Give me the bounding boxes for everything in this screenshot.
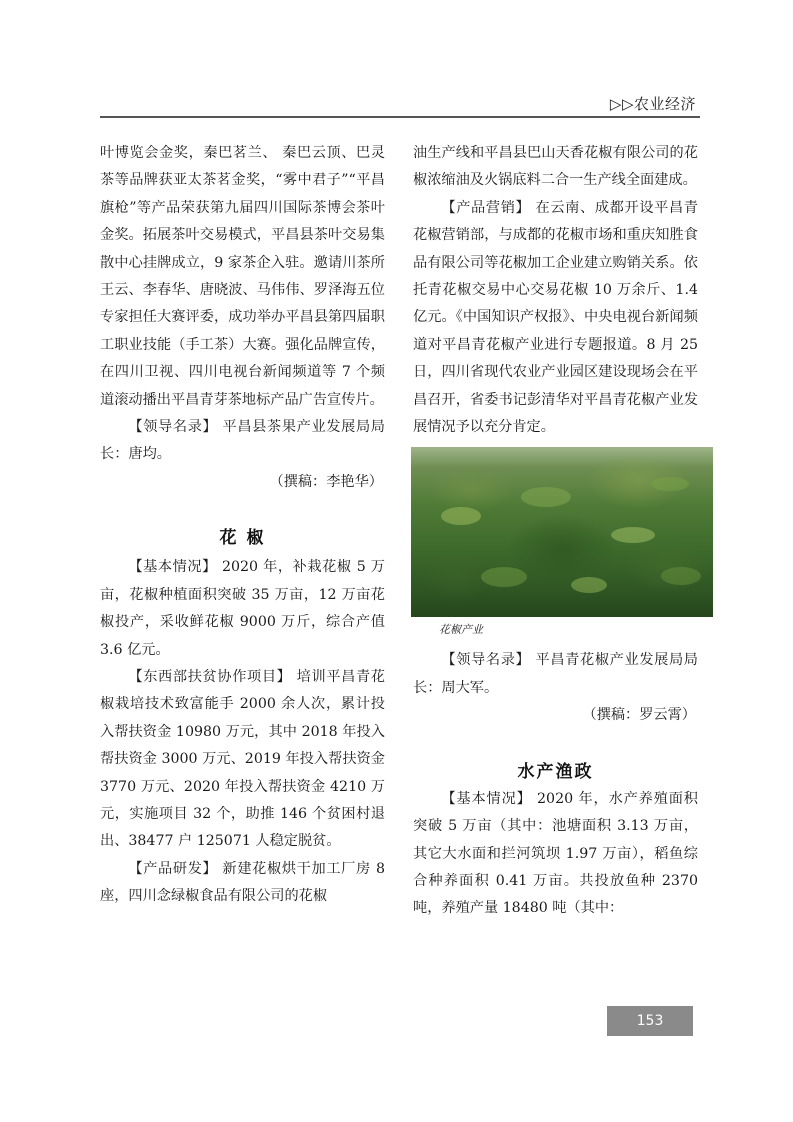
tea-author-credit: （撰稿：李艳华）	[269, 473, 383, 490]
pepper-basic-paragraph: 【基本情况】 2020 年，补栽花椒 5 万亩，花椒种植面积突破 35 万亩，12 万亩花椒投产，采收鲜花椒 9000 万斤，综合产值 3.6 亿元。	[100, 559, 390, 658]
pepper-rd-continued: 油生产线和平昌县巴山天香花椒有限公司的花椒浓缩油及火锅底料二合一生产线全面建成。	[413, 145, 698, 189]
section-header-label: ▷▷农业经济	[609, 95, 696, 113]
section-title-fishery: 水产渔政	[517, 761, 594, 782]
pepper-poverty-paragraph: 【东西部扶贫协作项目】 培训平昌青花椒栽培技术致富能手 2000 余人次，累计投入帮扶资金 10980 万元，其中 2018 年投入帮扶资金 3000 万元、2019 年投入帮扶资金 3770 万元、2020 年投入帮扶资金 4210 万元，实施项目 32 个，助推 146 个贫困村退出、38477 户 125071 人稳定脱贫。	[100, 668, 390, 850]
header-divider	[100, 116, 700, 118]
pepper-rd-paragraph: 【产品研发】 新建花椒烘干加工厂房 8 座，四川念绿椒食品有限公司的花椒	[100, 860, 390, 905]
photo-caption: 花椒产业	[439, 623, 483, 637]
fishery-basic-paragraph: 【基本情况】 2020 年，水产养殖面积突破 5 万亩（其中：池塘面积 3.13 万亩，其它大水面和拦河筑坝 1.97 万亩），稻鱼综合种养面积 0.41 万亩。共投放鱼种 2370 吨，养殖产量 18480 吨（其中：	[413, 790, 703, 917]
pepper-marketing-paragraph: 【产品营销】 在云南、成都开设平昌青花椒营销部，与成都的花椒市场和重庆知胜食品有限公司等花椒加工企业建立购销关系。依托青花椒交易中心交易花椒 10 万余斤、1.4 亿元。《中国知识产权报》、中央电视台新闻频道对平昌青花椒产业进行专题报道。8 月 25 日，四川省现代农业产业园区建设现场会在平昌召开，省委书记彭清华对平昌青花椒产业发展情况予以充分肯定。	[413, 199, 703, 436]
tea-leaders-paragraph: 【领导名录】 平昌县茶果产业发展局局长：唐均。	[100, 419, 385, 463]
left-column	[100, 140, 390, 911]
section-title-pepper: 花 椒	[219, 528, 266, 549]
pepper-field-photo	[411, 447, 713, 617]
pepper-author-credit: （撰稿：罗云霄）	[582, 707, 696, 724]
page-number-badge: 153	[607, 1006, 693, 1036]
right-column	[413, 140, 703, 923]
tea-paragraph: 叶博览会金奖，秦巴茗兰、 秦巴云顶、巴灵茶等品牌获亚太茶茗金奖，“雾中君子”“平昌旗枪”等产品荣获第九届四川国际茶博会茶叶金奖。拓展茶叶交易模式，平昌县茶叶交易集散中心挂牌成立，9 家茶企入驻。邀请川茶所王云、李春华、唐晓波、马伟伟、罗泽海五位专家担任大赛评委，成功举办平昌县第四届职工职业技能（手工茶）大赛。强化品牌宣传，在四川卫视、四川电视台新闻频道等 7 个频道滚动播出平昌青芽茶地标产品广告宣传片。	[100, 145, 385, 408]
pepper-leaders-paragraph: 【领导名录】 平昌青花椒产业发展局局长：周大军。	[413, 652, 698, 696]
